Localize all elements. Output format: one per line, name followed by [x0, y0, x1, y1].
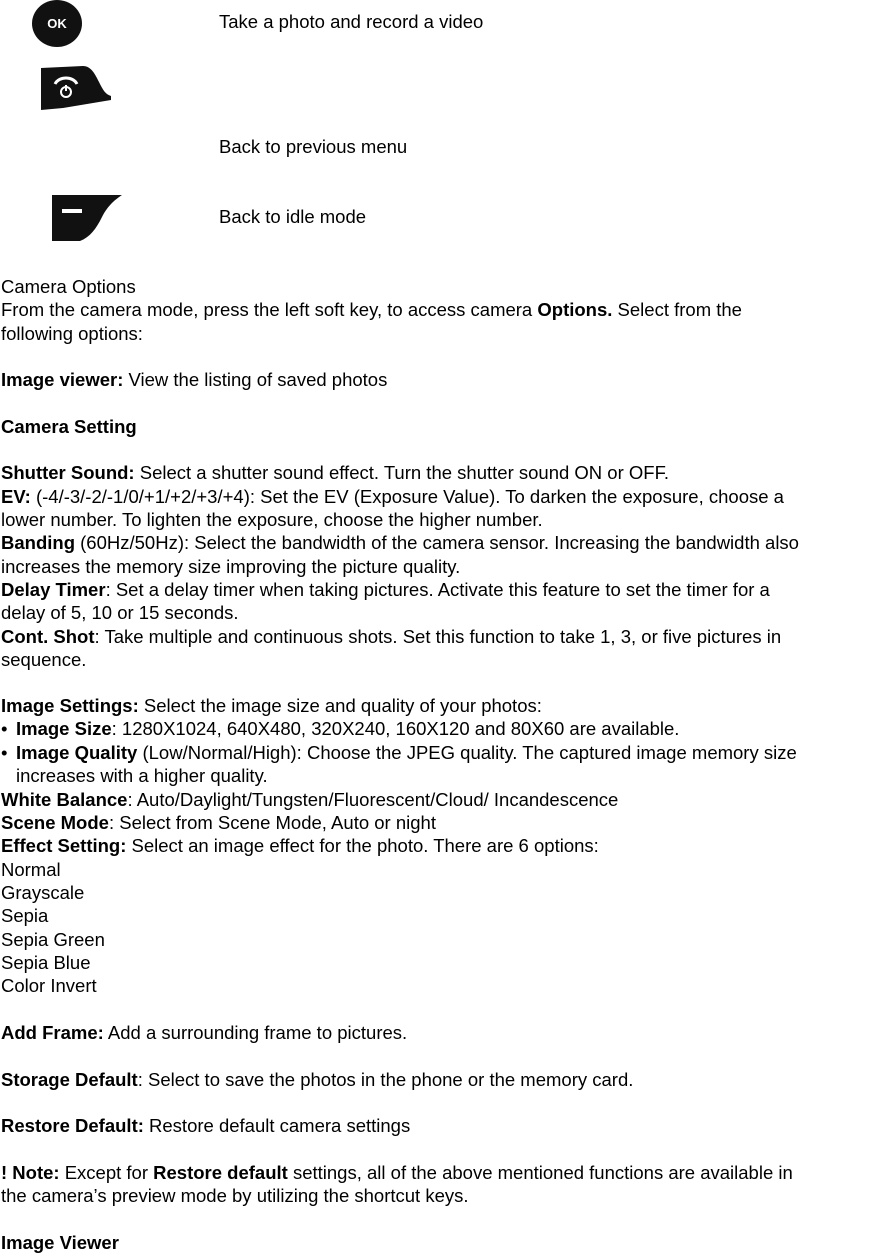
end-key-description: Back to previous menu	[219, 136, 408, 157]
image-quality-item: Image Quality (Low/Normal/High): Choose the JPEG quality. The captured image memory size	[16, 742, 797, 763]
camera-options-intro-2: following options:	[1, 323, 143, 344]
camera-setting-heading: Camera Setting	[1, 416, 137, 437]
effect-option: Normal	[1, 859, 61, 880]
ok-key-description: Take a photo and record a video	[219, 11, 484, 32]
effect-option: Sepia	[1, 905, 49, 926]
scene-mode-item: Scene Mode: Select from Scene Mode, Auto or night	[1, 812, 436, 833]
delay-timer-item-cont: delay of 5, 10 or 15 seconds.	[1, 602, 239, 623]
add-frame-item: Add Frame: Add a surrounding frame to pictures.	[1, 1022, 408, 1043]
banding-item-cont: increases the memory size improving the picture quality.	[1, 556, 461, 577]
banding-item: Banding (60Hz/50Hz): Select the bandwidth of the camera sensor. Increasing the bandwidth also	[1, 532, 799, 553]
idle-key-description: Back to idle mode	[219, 206, 367, 227]
ev-item-cont: lower number. To lighten the exposure, choose the higher number.	[1, 509, 543, 530]
ok-key-label: OK	[47, 16, 67, 31]
effect-option: Sepia Green	[1, 929, 105, 950]
ev-item: EV: (-4/-3/-2/-1/0/+1/+2/+3/+4): Set the EV (Exposure Value). To darken the exposure, choose a	[1, 486, 784, 507]
soft-key-icon	[50, 193, 124, 243]
image-viewer-heading: Image Viewer	[1, 1232, 119, 1253]
note-item-cont: the camera’s preview mode by utilizing the shortcut keys.	[1, 1185, 469, 1206]
image-size-item: Image Size: 1280X1024, 640X480, 320X240, 160X120 and 80X60 are available.	[16, 718, 680, 739]
image-settings-item: Image Settings: Select the image size and quality of your photos:	[1, 695, 542, 716]
effect-setting-item: Effect Setting: Select an image effect for the photo. There are 6 options:	[1, 835, 599, 856]
storage-default-item: Storage Default: Select to save the photos in the phone or the memory card.	[1, 1069, 634, 1090]
cont-shot-item: Cont. Shot: Take multiple and continuous shots. Set this function to take 1, 3, or five pictures in	[1, 626, 782, 647]
image-quality-item-cont: increases with a higher quality.	[16, 765, 268, 786]
effect-option: Sepia Blue	[1, 952, 91, 973]
white-balance-item: White Balance: Auto/Daylight/Tungsten/Fluorescent/Cloud/ Incandescence	[1, 789, 619, 810]
camera-options-intro: From the camera mode, press the left soft key, to access camera Options. Select from the	[1, 299, 742, 320]
end-call-key-icon	[39, 64, 113, 112]
bullet-mark: •	[1, 718, 8, 739]
ok-key-icon	[32, 0, 82, 47]
cont-shot-item-cont: sequence.	[1, 649, 87, 670]
bullet-mark: •	[1, 742, 8, 763]
effect-option: Grayscale	[1, 882, 85, 903]
image-viewer-item: Image viewer: View the listing of saved photos	[1, 369, 388, 390]
effect-option: Color Invert	[1, 975, 97, 996]
note-item: ! Note: Except for Restore default settings, all of the above mentioned functions are available in	[1, 1162, 793, 1183]
shutter-sound-item: Shutter Sound: Select a shutter sound effect. Turn the shutter sound ON or OFF.	[1, 462, 669, 483]
camera-options-heading: Camera Options	[1, 276, 136, 297]
restore-default-item: Restore Default: Restore default camera settings	[1, 1115, 411, 1136]
delay-timer-item: Delay Timer: Set a delay timer when taking pictures. Activate this feature to set the timer for a	[1, 579, 770, 600]
